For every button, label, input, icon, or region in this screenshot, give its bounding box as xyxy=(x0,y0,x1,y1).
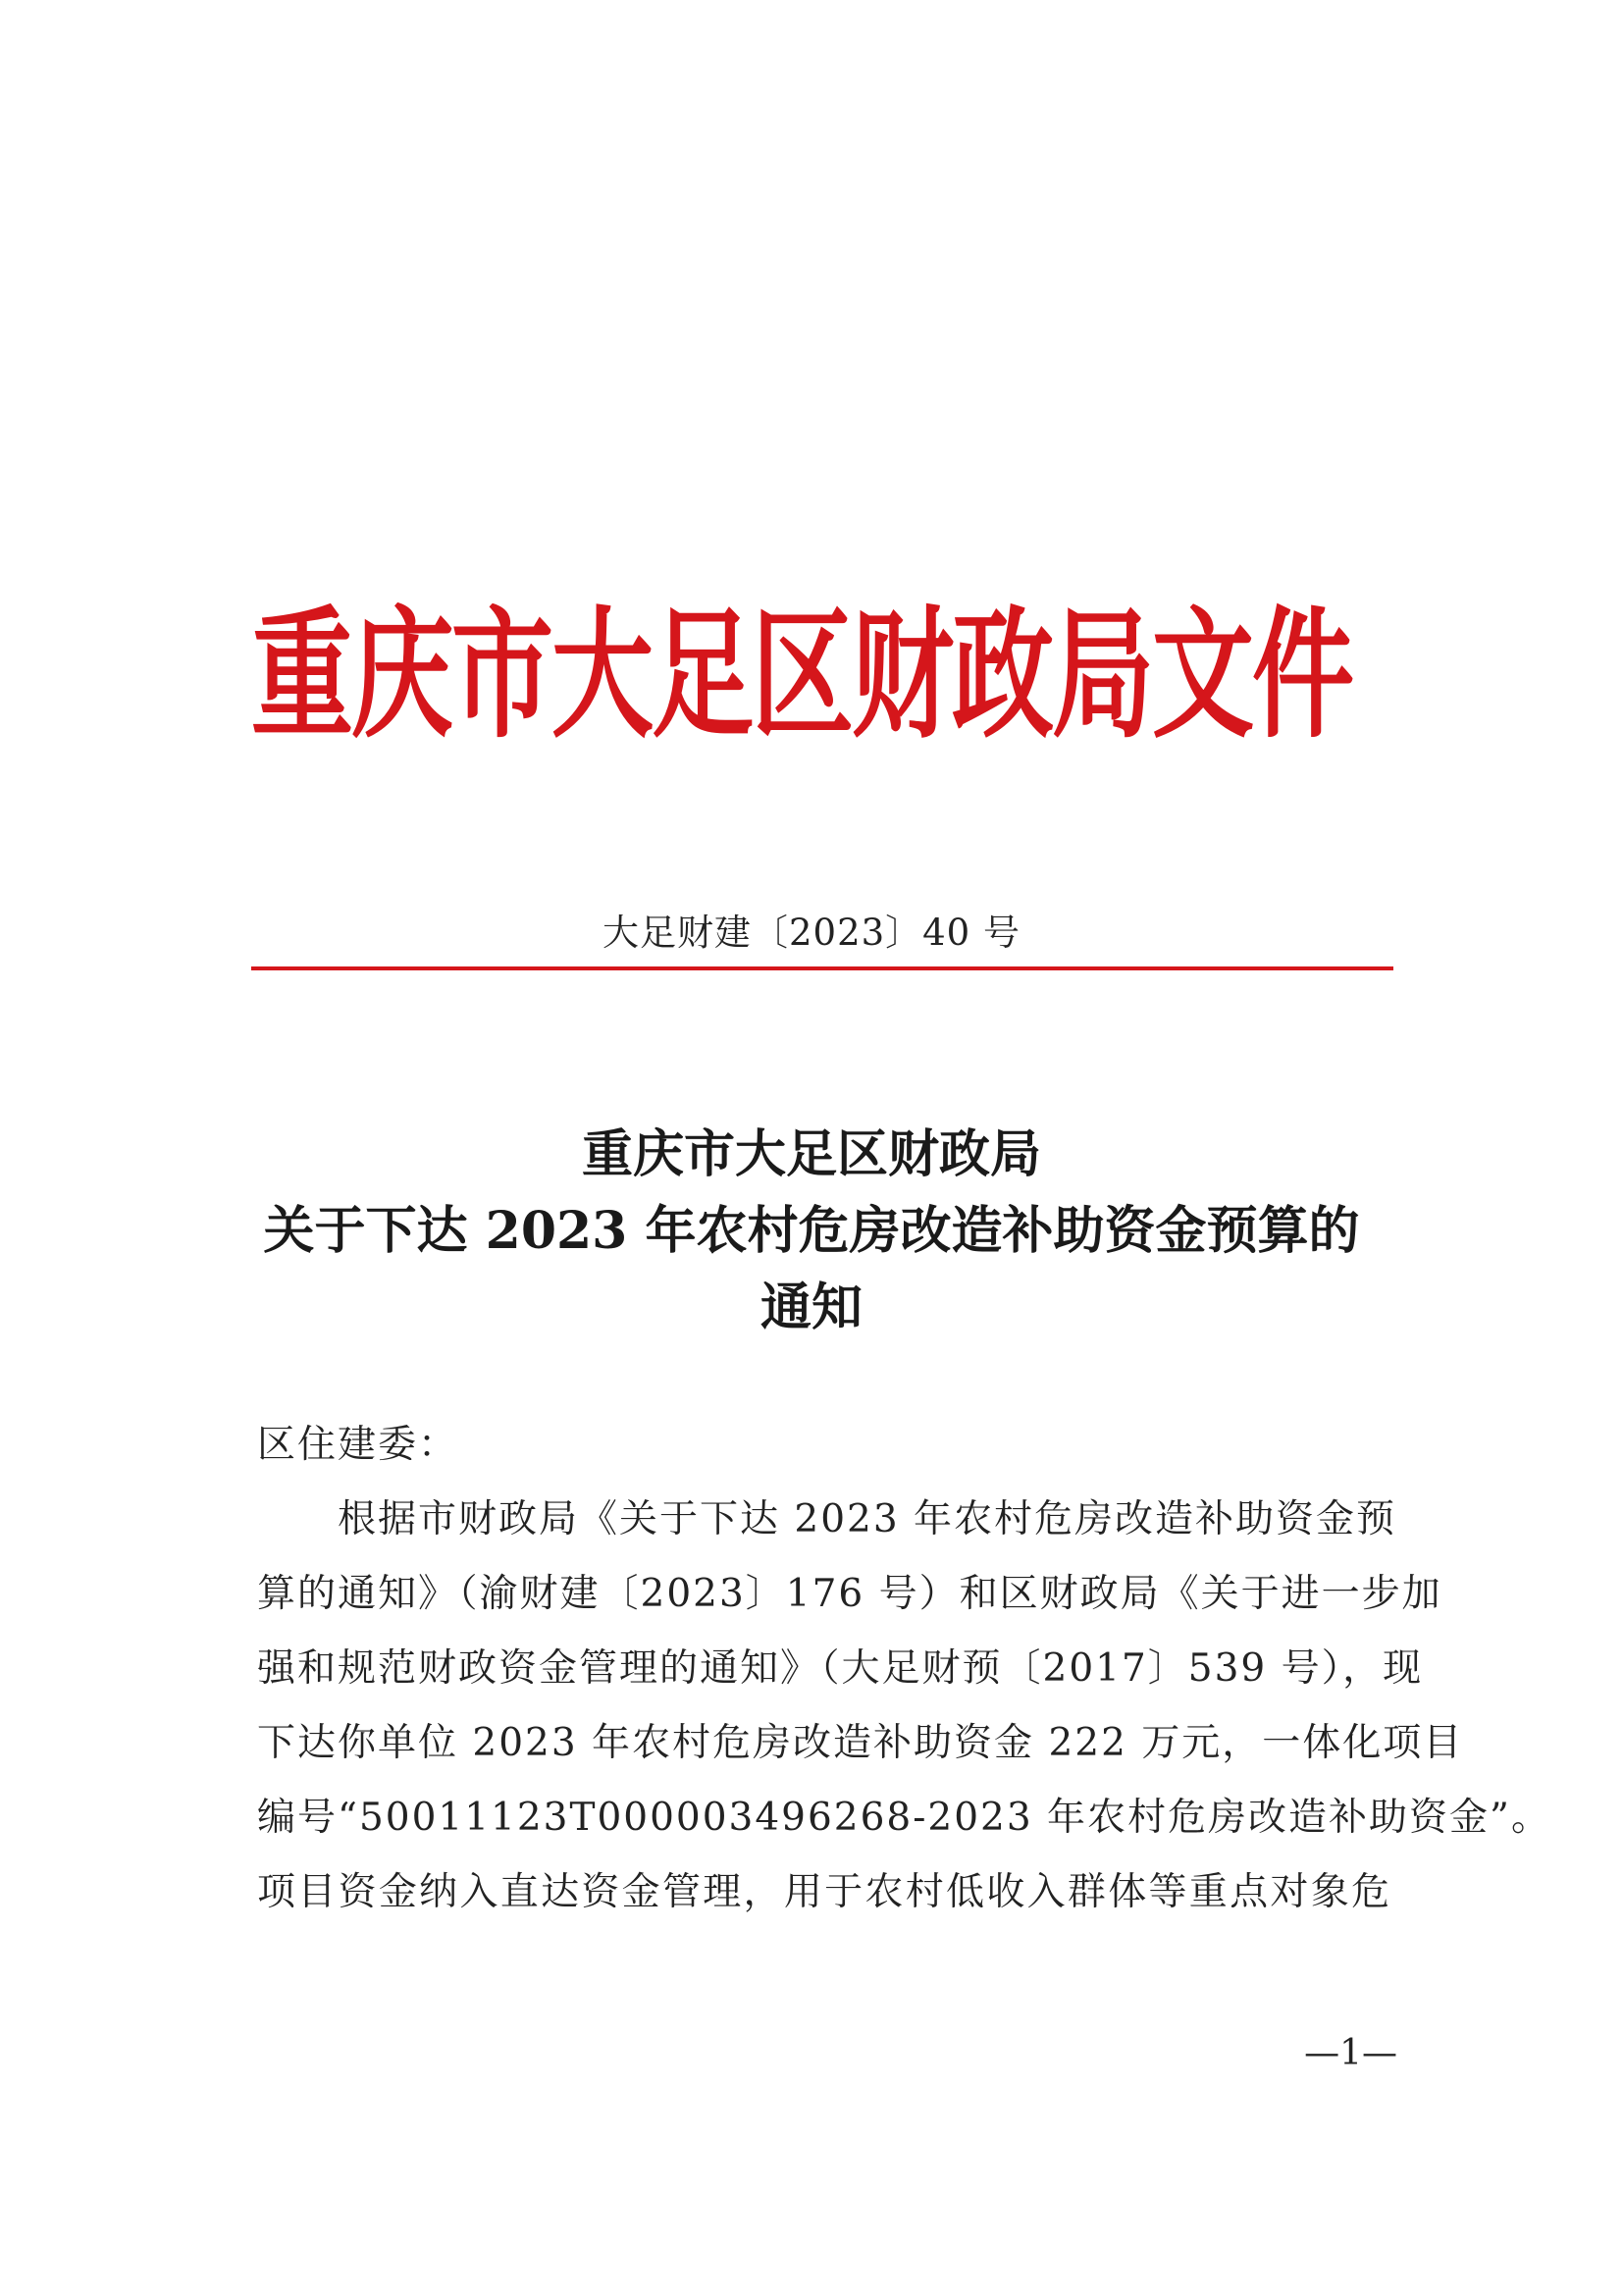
paragraph-line-1: 根据市财政局《关于下达 2023 年农村危房改造补助资金预 xyxy=(257,1497,1397,1541)
title-line-1: 重庆市大足区财政局 xyxy=(581,1124,1041,1184)
page-number: —1— xyxy=(1304,2033,1397,2073)
title-line-2: 关于下达 2023 年农村危房改造补助资金预算的 xyxy=(263,1201,1360,1261)
paragraph-line-5: 编号“50011123T000003496268-2023 年农村危房改造补助资金”。 xyxy=(257,1796,1551,1840)
paragraph-line-6: 项目资金纳入直达资金管理，用于农村低收入群体等重点对象危 xyxy=(257,1870,1391,1914)
document-number: 大足财建〔2023〕40 号 xyxy=(602,912,1021,954)
paragraph-line-4: 下达你单位 2023 年农村危房改造补助资金 222 万元，一体化项目 xyxy=(257,1721,1464,1765)
body-text xyxy=(257,1408,1551,1930)
masthead-title: 重庆市大足区财政局文件 xyxy=(251,592,1353,758)
salutation: 区住建委： xyxy=(257,1423,459,1467)
paragraph-line-2: 算的通知》（渝财建〔2023〕176 号）和区财政局《关于进一步加 xyxy=(257,1572,1442,1616)
paragraph-line-3: 强和规范财政资金管理的通知》（大足财预〔2017〕539 号），现 xyxy=(257,1646,1424,1691)
title-line-3: 通知 xyxy=(759,1278,863,1337)
notice-title xyxy=(0,1117,1623,1346)
red-divider xyxy=(251,966,1393,970)
